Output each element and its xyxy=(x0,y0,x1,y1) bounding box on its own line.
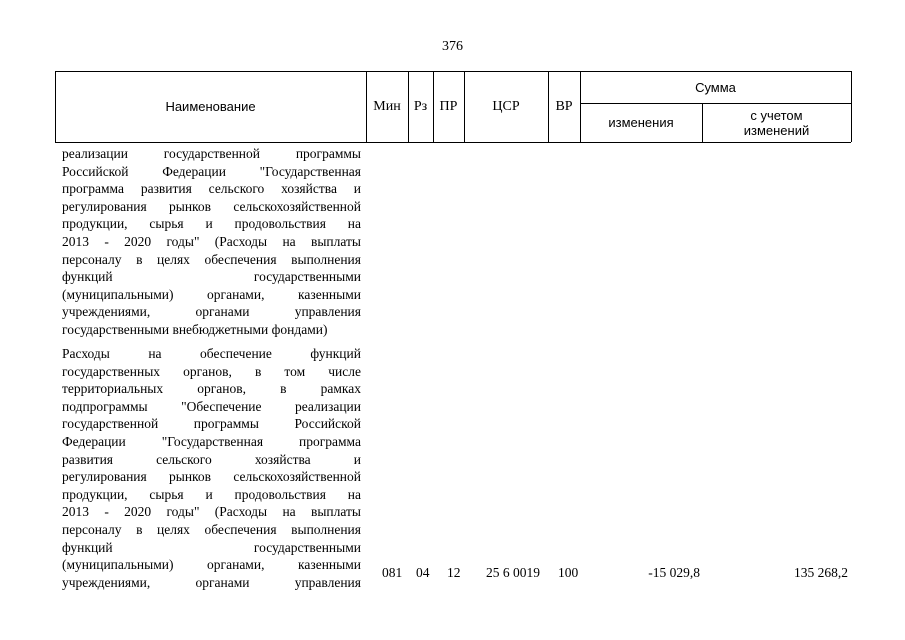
text-line: учреждениями, органами управления xyxy=(62,304,361,320)
entry-2-change: -15 029,8 xyxy=(648,565,700,580)
header-min: Мин xyxy=(373,98,401,114)
header-with-change xyxy=(702,103,851,142)
entry-2-min: 081 xyxy=(382,565,403,580)
text-line: регулирования рынков сельскохозяйственной xyxy=(62,198,361,214)
text-line: территориальных органов, в рамках xyxy=(62,381,361,397)
text-line: государственных органов, в том числе xyxy=(62,363,361,379)
text-line: государственной программы Российской xyxy=(62,416,361,432)
header-vr: ВР xyxy=(555,98,573,114)
text-line: Расходы на обеспечение функций xyxy=(62,346,361,361)
entry-2-with-change: 135 268,2 xyxy=(794,565,848,580)
page-number: 376 xyxy=(442,39,463,54)
text-line: функций государственными xyxy=(62,539,361,555)
text-line: 2013 - 2020 годы" (Расходы на выплаты xyxy=(62,504,361,520)
text-line: 2013 - 2020 годы" (Расходы на выплаты xyxy=(62,233,361,249)
entry-2-vr: 100 xyxy=(558,565,579,580)
header-summa: Сумма xyxy=(695,79,736,95)
header-rz: Рз xyxy=(413,98,428,114)
header-with-change-line1: с учетом xyxy=(750,107,803,123)
text-line: государственными внебюджетными фондами) xyxy=(62,321,328,337)
text-line: учреждениями, органами управления xyxy=(62,574,361,590)
header-csr: ЦСР xyxy=(492,98,520,114)
text-line: персоналу в целях обеспечения выполнения xyxy=(62,251,361,267)
entry-2-csr: 25 6 0019 xyxy=(486,565,540,580)
text-line: развития сельского хозяйства и xyxy=(62,451,361,467)
text-line: (муниципальными) органами, казенными xyxy=(62,557,361,573)
header-pr: ПР xyxy=(439,98,458,114)
text-line: программа развития сельского хозяйства и xyxy=(62,181,361,197)
text-line: подпрограммы "Обеспечение реализации xyxy=(62,398,361,414)
text-line: функций государственными xyxy=(62,269,361,285)
text-line: продукции, сырья и продовольствия на xyxy=(62,216,361,232)
header-right-border xyxy=(851,71,852,142)
text-line: Российской Федерации "Государственная xyxy=(62,163,361,179)
header-with-change-line2: изменений xyxy=(743,122,810,138)
text-line: персоналу в целях обеспечения выполнения xyxy=(62,521,361,537)
header-bottom-border xyxy=(55,142,851,143)
text-line: регулирования рынков сельскохозяйственной xyxy=(62,469,361,485)
header-name: Наименование xyxy=(165,99,256,114)
entry-1-description xyxy=(62,145,361,339)
entry-2-rz: 04 xyxy=(416,565,430,580)
header-change: изменения xyxy=(608,115,674,130)
text-line: (муниципальными) органами, казенными xyxy=(62,286,361,302)
text-line: реализации государственной программы xyxy=(62,146,361,161)
text-line: Федерации "Государственная программа xyxy=(62,433,361,449)
entry-2-description xyxy=(62,345,361,591)
entry-2-pr: 12 xyxy=(447,565,461,580)
text-line: продукции, сырья и продовольствия на xyxy=(62,486,361,502)
